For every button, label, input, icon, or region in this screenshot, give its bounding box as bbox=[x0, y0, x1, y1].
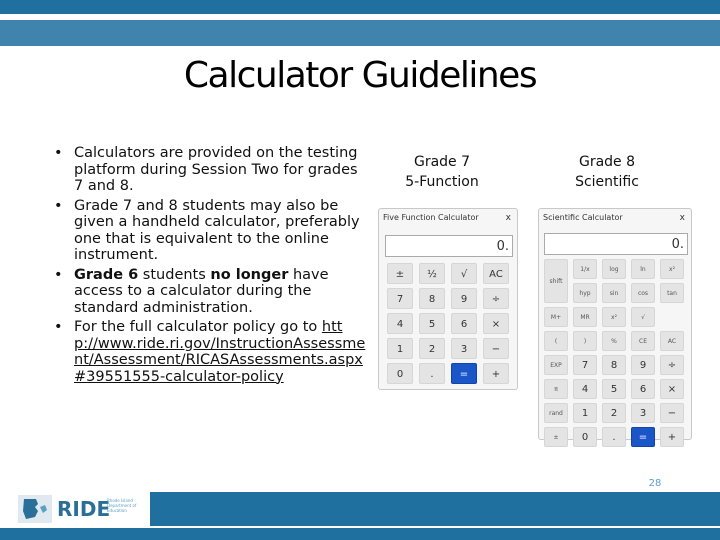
footer-bottom-band bbox=[0, 528, 720, 540]
calculator-key[interactable]: 8 bbox=[602, 355, 626, 375]
grade7-heading-line1: Grade 7 bbox=[413, 154, 471, 170]
calculator-key[interactable]: ln bbox=[631, 259, 655, 279]
calculator-key[interactable]: sin bbox=[602, 283, 626, 303]
calculator-key[interactable]: π bbox=[544, 379, 568, 399]
calculator-key[interactable]: 5 bbox=[602, 379, 626, 399]
calculator-key[interactable]: 7 bbox=[387, 288, 413, 309]
calculator-key[interactable]: 9 bbox=[631, 355, 655, 375]
calculator-key[interactable]: 1/x bbox=[573, 259, 597, 279]
calculator-key[interactable]: cos bbox=[631, 283, 655, 303]
calculator-key[interactable]: + bbox=[660, 427, 684, 447]
bullet-text: Calculators are provided on the testing platform during Session Two for grades 7 and 8. bbox=[74, 145, 358, 194]
calculator-key[interactable]: shift bbox=[544, 259, 568, 303]
calculator-key[interactable]: ( bbox=[544, 331, 568, 351]
calculator-key[interactable]: × bbox=[483, 313, 509, 334]
calculator-key[interactable]: tan bbox=[660, 283, 684, 303]
calculator-key[interactable]: x² bbox=[602, 307, 626, 327]
calculator-key[interactable]: rand bbox=[544, 403, 568, 423]
calculator-key[interactable]: 2 bbox=[602, 403, 626, 423]
close-icon[interactable]: x bbox=[505, 213, 511, 223]
grade7-heading-line2: 5-Function bbox=[405, 174, 479, 190]
five-function-calculator bbox=[378, 208, 518, 390]
grade7-heading bbox=[382, 152, 502, 192]
grade8-heading-line2: Scientific bbox=[575, 174, 639, 190]
calculator-key[interactable]: 2 bbox=[419, 338, 445, 359]
calculator-key[interactable]: AC bbox=[483, 263, 509, 284]
calculator-key[interactable]: 3 bbox=[631, 403, 655, 423]
bullet-text: Grade 7 and 8 students may also be given a handheld calculator, preferably one that is equivalent to the online instrument. bbox=[74, 197, 360, 263]
calculator-key[interactable]: 6 bbox=[631, 379, 655, 399]
top-band-lower bbox=[0, 20, 720, 46]
logo-subtitle: Rhode Island Department of Education bbox=[107, 498, 137, 513]
calculator-key[interactable]: ± bbox=[387, 263, 413, 284]
grade8-heading bbox=[548, 152, 666, 192]
calculator-key[interactable]: ± bbox=[544, 427, 568, 447]
ride-logo bbox=[15, 493, 150, 527]
calculator-key[interactable]: × bbox=[660, 379, 684, 399]
calculator-key[interactable]: MR bbox=[573, 307, 597, 327]
bullet-strong: Grade 6 bbox=[74, 266, 139, 283]
calculator-key[interactable]: 7 bbox=[573, 355, 597, 375]
calculator-key[interactable]: 4 bbox=[573, 379, 597, 399]
slide-title: Calculator Guidelines bbox=[183, 55, 537, 96]
calculator-title: Five Function Calculator bbox=[383, 213, 479, 222]
scientific-calculator bbox=[538, 208, 692, 443]
calculator-key[interactable]: hyp bbox=[573, 283, 597, 303]
calculator-key[interactable]: 9 bbox=[451, 288, 477, 309]
calculator-key[interactable]: 0 bbox=[573, 427, 597, 447]
calculator-key[interactable]: . bbox=[419, 363, 445, 384]
bullet-item bbox=[54, 319, 366, 385]
calculator-key[interactable]: 4 bbox=[387, 313, 413, 334]
page-number: 28 bbox=[648, 478, 662, 489]
calculator-title-bar bbox=[539, 209, 691, 227]
bullet-text: have access to a calculator during the standard administration. bbox=[74, 266, 329, 316]
bullet-text: students bbox=[138, 266, 211, 283]
calculator-key[interactable]: 5 bbox=[419, 313, 445, 334]
calculator-title-bar bbox=[379, 209, 517, 227]
calculator-display: 0. bbox=[544, 233, 688, 255]
calculator-key[interactable]: 1 bbox=[573, 403, 597, 423]
calculator-key[interactable]: 3 bbox=[451, 338, 477, 359]
footer-band bbox=[150, 494, 720, 526]
calculator-key[interactable]: % bbox=[602, 331, 626, 351]
calculator-key[interactable]: ÷ bbox=[483, 288, 509, 309]
calculator-key[interactable]: ) bbox=[573, 331, 597, 351]
calculator-key[interactable]: 1 bbox=[387, 338, 413, 359]
calculator-key[interactable]: . bbox=[602, 427, 626, 447]
logo-text: RIDE bbox=[57, 497, 111, 521]
calculator-key[interactable]: CE bbox=[631, 331, 655, 351]
bullet-item bbox=[54, 267, 366, 317]
calculator-display: 0. bbox=[385, 235, 513, 257]
calculator-key[interactable]: 8 bbox=[419, 288, 445, 309]
calculator-key[interactable]: x² bbox=[660, 259, 684, 279]
calculator-key[interactable]: + bbox=[483, 363, 509, 384]
calculator-key[interactable]: √ bbox=[631, 307, 655, 327]
calculator-key[interactable]: M+ bbox=[544, 307, 568, 327]
calculator-title: Scientific Calculator bbox=[543, 213, 623, 222]
calculator-key[interactable]: − bbox=[483, 338, 509, 359]
calculator-key[interactable]: √ bbox=[451, 263, 477, 284]
calculator-key[interactable]: EXP bbox=[544, 355, 568, 375]
policy-link[interactable]: http://www.ride.ri.gov/InstructionAssessment/Assessment/RICASAssessments.aspx#39551555-calculator-policy bbox=[74, 319, 366, 385]
rhode-island-map-icon bbox=[18, 495, 52, 523]
bullet-item bbox=[54, 145, 366, 195]
top-band bbox=[0, 0, 720, 14]
calculator-key[interactable]: AC bbox=[660, 331, 684, 351]
calculator-key[interactable]: ÷ bbox=[660, 355, 684, 375]
calculator-key[interactable]: − bbox=[660, 403, 684, 423]
calculator-key[interactable]: 6 bbox=[451, 313, 477, 334]
equals-key[interactable]: = bbox=[451, 363, 477, 384]
calculator-key[interactable]: log bbox=[602, 259, 626, 279]
calculator-key[interactable]: ½ bbox=[419, 263, 445, 284]
bullet-strong: no longer bbox=[210, 266, 289, 283]
close-icon[interactable]: x bbox=[679, 213, 685, 223]
bullet-list bbox=[54, 145, 366, 388]
bullet-text: For the full calculator policy go to bbox=[74, 319, 322, 335]
bullet-item bbox=[54, 198, 366, 264]
calculator-key[interactable]: 0 bbox=[387, 363, 413, 384]
grade8-heading-line1: Grade 8 bbox=[578, 154, 636, 170]
equals-key[interactable]: = bbox=[631, 427, 655, 447]
